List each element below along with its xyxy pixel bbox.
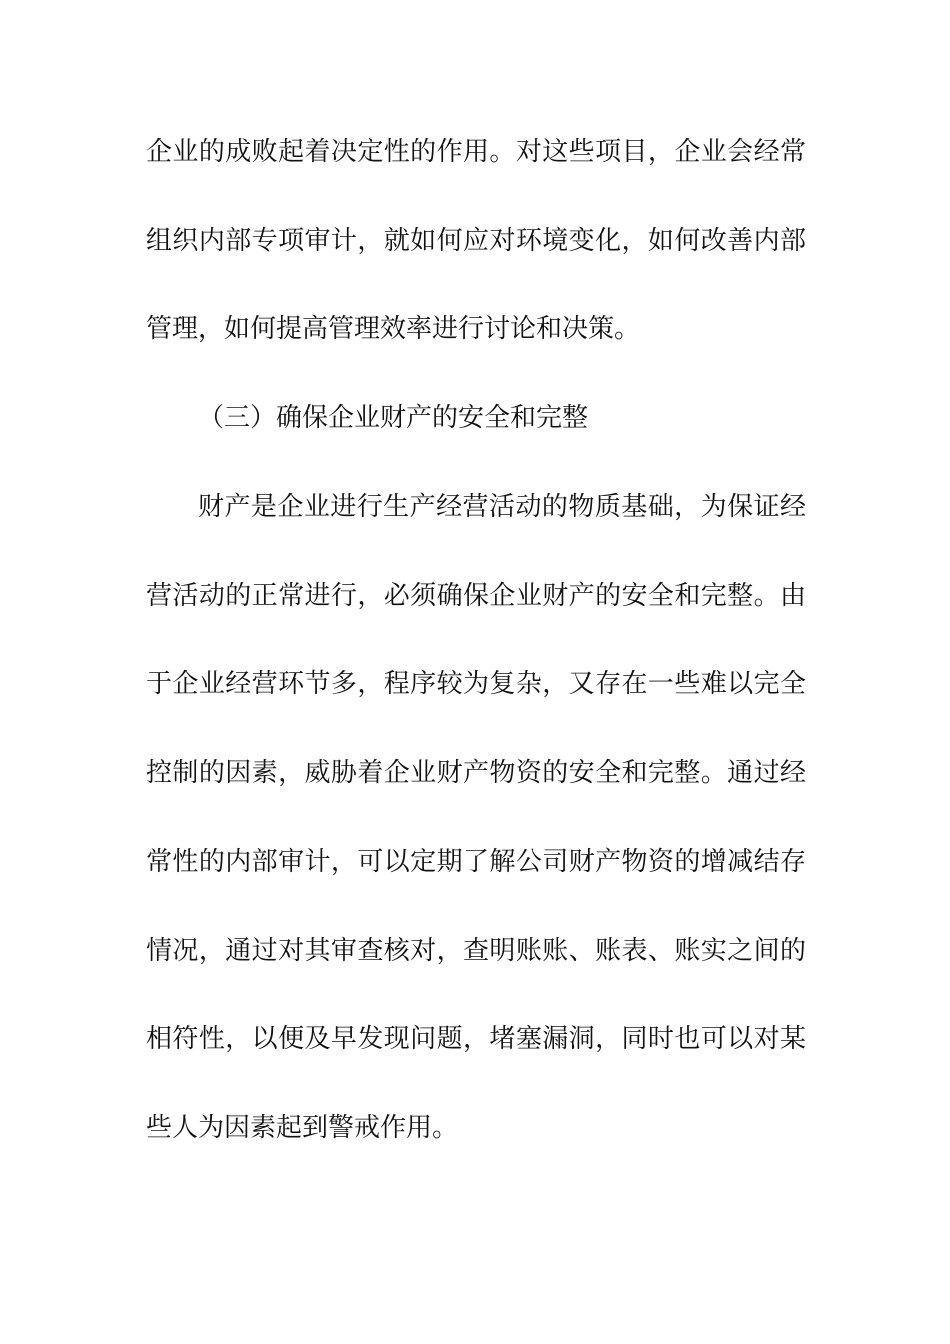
paragraph-1-line-2: 组织内部专项审计，就如何应对环境变化，如何改善内部 xyxy=(146,226,806,256)
paragraph-2-line-4: 控制的因素，威胁着企业财产物资的安全和完整。通过经 xyxy=(146,758,806,788)
paragraph-2-line-3: 于企业经营环节多，程序较为复杂，又存在一些难以完全 xyxy=(146,669,806,699)
paragraph-2-line-2: 营活动的正常进行，必须确保企业财产的安全和完整。由 xyxy=(146,581,806,611)
paragraph-2-line-6: 情况，通过对其审查核对，查明账账、账表、账实之间的 xyxy=(146,936,806,966)
paragraph-2-line-7: 相符性，以便及早发现问题，堵塞漏洞，同时也可以对某 xyxy=(146,1024,806,1054)
section-heading: （三）确保企业财产的安全和完整 xyxy=(198,403,589,433)
paragraph-2-line-8: 些人为因素起到警戒作用。 xyxy=(146,1113,459,1143)
paragraph-2-line-1: 财产是企业进行生产经营活动的物质基础，为保证经 xyxy=(198,492,806,522)
paragraph-1-line-3: 管理，如何提高管理效率进行讨论和决策。 xyxy=(146,314,641,344)
paragraph-1-line-1: 企业的成败起着决定性的作用。对这些项目，企业会经常 xyxy=(146,137,806,167)
paragraph-2-line-5: 常性的内部审计，可以定期了解公司财产物资的增减结存 xyxy=(146,847,806,877)
